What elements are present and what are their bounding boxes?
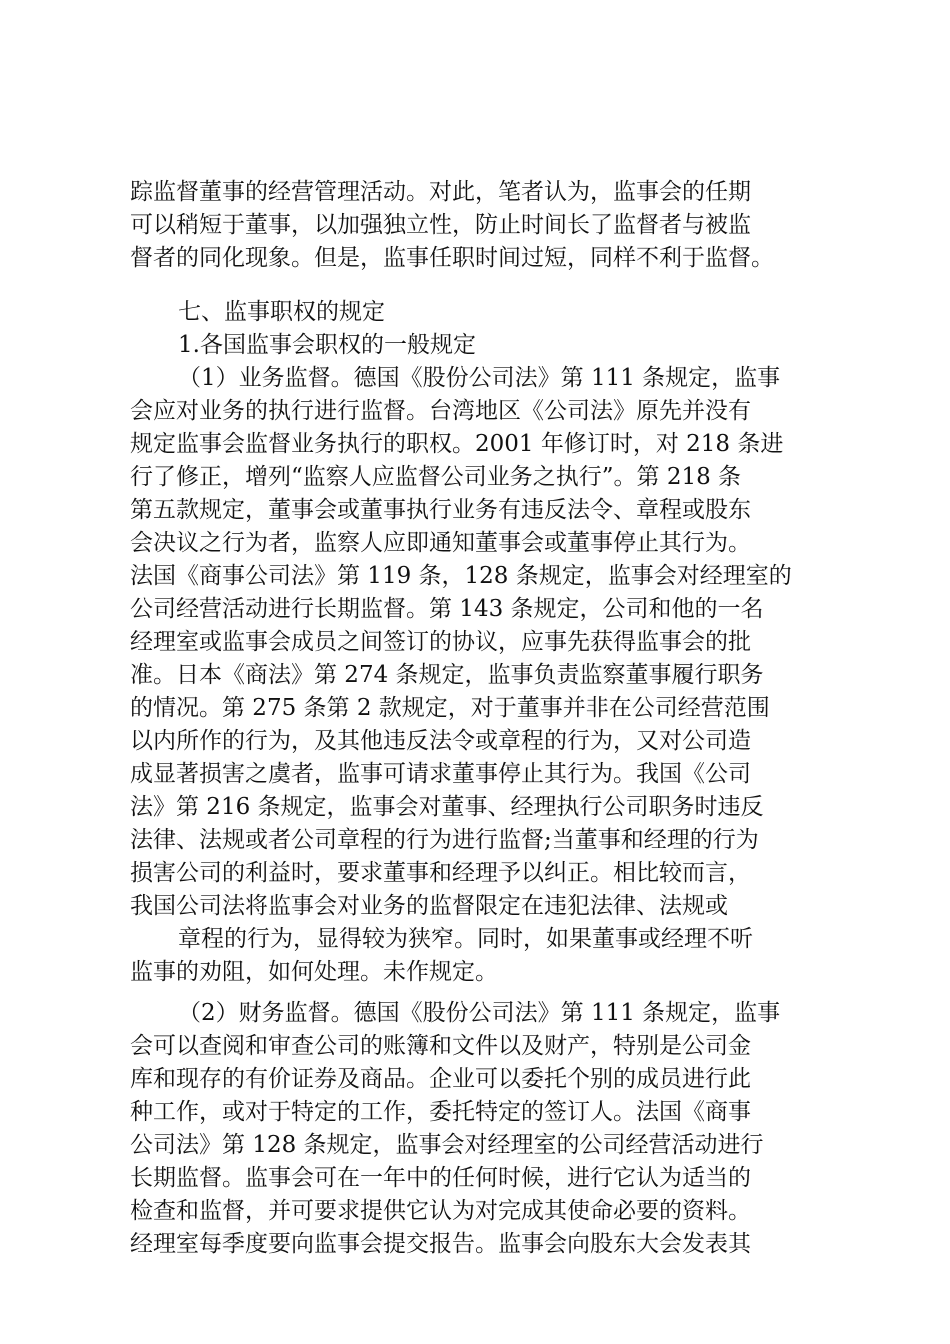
paragraph-line: 以内所作的行为，及其他违反法令或章程的行为，又对公司造 bbox=[130, 728, 751, 754]
paragraph-line: 法律、法规或者公司章程的行为进行监督;当董事和经理的行为 bbox=[130, 827, 759, 853]
paragraph-line: 检查和监督，并可要求提供它认为对完成其使命必要的资料。 bbox=[130, 1198, 751, 1224]
paragraph-line: 法国《商事公司法》第 119 条，128 条规定，监事会对经理室的 bbox=[130, 563, 792, 589]
paragraph-line: 公司法》第 128 条规定，监事会对经理室的公司经营活动进行 bbox=[130, 1132, 764, 1158]
paragraph-line: 会应对业务的执行进行监督。台湾地区《公司法》原先并没有 bbox=[130, 398, 751, 424]
paragraph-line: 可以稍短于董事，以加强独立性，防止时间长了监督者与被监 bbox=[130, 212, 751, 238]
paragraph-line: 我国公司法将监事会对业务的监督限定在违犯法律、法规或 bbox=[130, 893, 728, 919]
paragraph-line: 法》第 216 条规定，监事会对董事、经理执行公司职务时违反 bbox=[130, 794, 764, 820]
paragraph-line: 督者的同化现象。但是，监事任职时间过短，同样不利于监督。 bbox=[130, 245, 774, 271]
paragraph-line: 准。日本《商法》第 274 条规定，监事负责监察董事履行职务 bbox=[130, 662, 764, 688]
paragraph-line: 长期监督。监事会可在一年中的任何时候，进行它认为适当的 bbox=[130, 1165, 751, 1191]
paragraph-line: 库和现存的有价证券及商品。企业可以委托个别的成员进行此 bbox=[130, 1066, 751, 1092]
paragraph-line: 经理室每季度要向监事会提交报告。监事会向股东大会发表其 bbox=[130, 1231, 751, 1257]
paragraph-line: 规定监事会监督业务执行的职权。2001 年修订时，对 218 条进 bbox=[130, 431, 784, 457]
paragraph-line: 会可以查阅和审查公司的账簿和文件以及财产，特别是公司金 bbox=[130, 1033, 751, 1059]
paragraph-line: 种工作，或对于特定的工作，委托特定的签订人。法国《商事 bbox=[130, 1099, 751, 1125]
paragraph-line: 经理室或监事会成员之间签订的协议，应事先获得监事会的批 bbox=[130, 629, 751, 655]
section-heading: 七、监事职权的规定 bbox=[178, 299, 385, 325]
paragraph-line: 第五款规定，董事会或董事执行业务有违反法令、章程或股东 bbox=[130, 497, 751, 523]
paragraph-line: （2）财务监督。德国《股份公司法》第 111 条规定，监事 bbox=[178, 1000, 781, 1026]
paragraph-line: （1）业务监督。德国《股份公司法》第 111 条规定，监事 bbox=[178, 365, 781, 391]
paragraph-line: 行了修正，增列“监察人应监督公司业务之执行”。第 218 条 bbox=[130, 464, 742, 490]
paragraph-line: 成显著损害之虞者，监事可请求董事停止其行为。我国《公司 bbox=[130, 761, 751, 787]
subsection-heading: 1.各国监事会职权的一般规定 bbox=[178, 332, 476, 358]
paragraph-line: 监事的劝阻，如何处理。未作规定。 bbox=[130, 959, 498, 985]
paragraph-line: 损害公司的利益时，要求董事和经理予以纠正。相比较而言， bbox=[130, 860, 751, 886]
paragraph-line: 的情况。第 275 条第 2 款规定，对于董事并非在公司经营范围 bbox=[130, 695, 770, 721]
paragraph-line: 踪监督董事的经营管理活动。对此，笔者认为，监事会的任期 bbox=[130, 179, 751, 205]
paragraph-line: 公司经营活动进行长期监督。第 143 条规定，公司和他的一名 bbox=[130, 596, 764, 622]
paragraph-line: 会决议之行为者，监察人应即通知董事会或董事停止其行为。 bbox=[130, 530, 751, 556]
paragraph-line: 章程的行为，显得较为狭窄。同时，如果董事或经理不听 bbox=[178, 926, 753, 952]
